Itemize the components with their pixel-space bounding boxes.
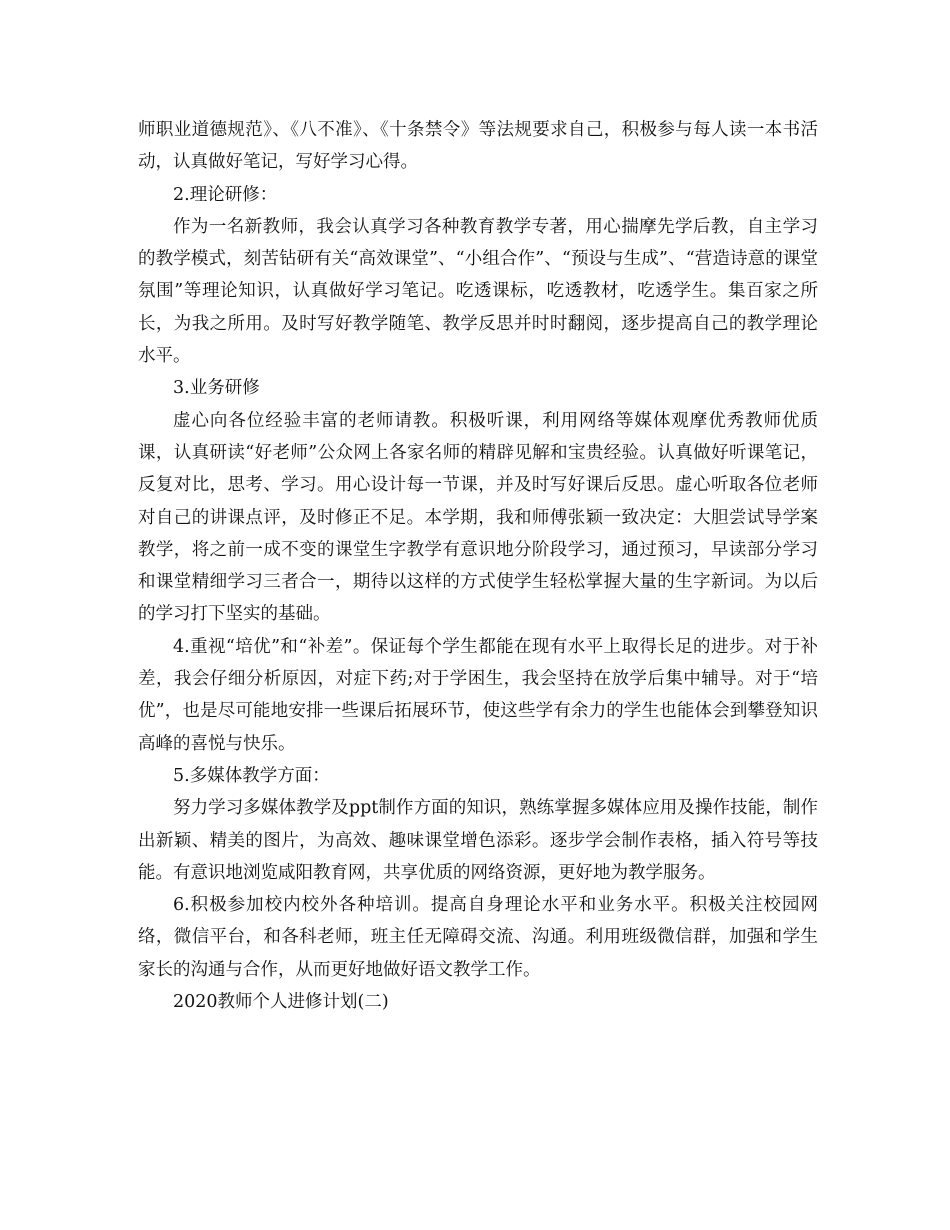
paragraph-continuation: 师职业道德规范》、《八不准》、《十条禁令》等法规要求自己，积极参与每人读一本书活动，认真做好笔记，写好学习心得。 bbox=[138, 120, 818, 173]
paragraph-training: 6.积极参加校内校外各种培训。提高自身理论水平和业务水平。积极关注校园网络，微信平台，和各科老师，班主任无障碍交流、沟通。利用班级微信群，加强和学生家长的沟通与合作，从而更好地做好语文教学工作。 bbox=[138, 895, 818, 980]
document-body bbox=[138, 114, 818, 1018]
section-heading-theory: 2.理论研修： bbox=[173, 184, 278, 205]
section-heading-business: 3.业务研修 bbox=[173, 378, 260, 399]
paragraph-theory: 作为一名新教师，我会认真学习各种教育教学专著，用心揣摩先学后教，自主学习的教学模式，刻苦钻研有关“高效课堂”、“小组合作”、“预设与生成”、“营造诗意的课堂氛围”等理论知识，认真做好学习笔记。吃透课标，吃透教材，吃透学生。集百家之所长，为我之所用。及时写好教学随笔、教学反思并时时翻阅，逐步提高自己的教学理论水平。 bbox=[138, 216, 818, 367]
next-section-title: 2020教师个人进修计划(二) bbox=[173, 992, 389, 1013]
paragraph-excellence: 4.重视“培优”和“补差”。保证每个学生都能在现有水平上取得长足的进步。对于补差，我会仔细分析原因，对症下药;对于学困生，我会坚持在放学后集中辅导。对于“培优”，也是尽可能地安排一些课后拓展环节，使这些学有余力的学生也能体会到攀登知识高峰的喜悦与快乐。 bbox=[138, 636, 818, 754]
paragraph-multimedia: 努力学习多媒体教学及ppt制作方面的知识，熟练掌握多媒体应用及操作技能，制作出新颖、精美的图片，为高效、趣味课堂增色添彩。逐步学会制作表格，插入符号等技能。有意识地浏览咸阳教育网，共享优质的网络资源，更好地为教学服务。 bbox=[138, 798, 818, 883]
section-heading-multimedia: 5.多媒体教学方面： bbox=[173, 765, 330, 786]
paragraph-business: 虚心向各位经验丰富的老师请教。积极听课，利用网络等媒体观摩优秀教师优质课，认真研读“好老师”公众网上各家名师的精辟见解和宝贵经验。认真做好听课笔记，反复对比，思考、学习。用心设计每一节课，并及时写好课后反思。虚心听取各位老师对自己的讲课点评，及时修正不足。本学期，我和师傅张颖一致决定：大胆尝试导学案教学，将之前一成不变的课堂生字教学有意识地分阶段学习，通过预习，早读部分学习和课堂精细学习三者合一，期待以这样的方式使学生轻松掌握大量的生字新词。为以后的学习打下坚实的基础。 bbox=[138, 410, 818, 625]
